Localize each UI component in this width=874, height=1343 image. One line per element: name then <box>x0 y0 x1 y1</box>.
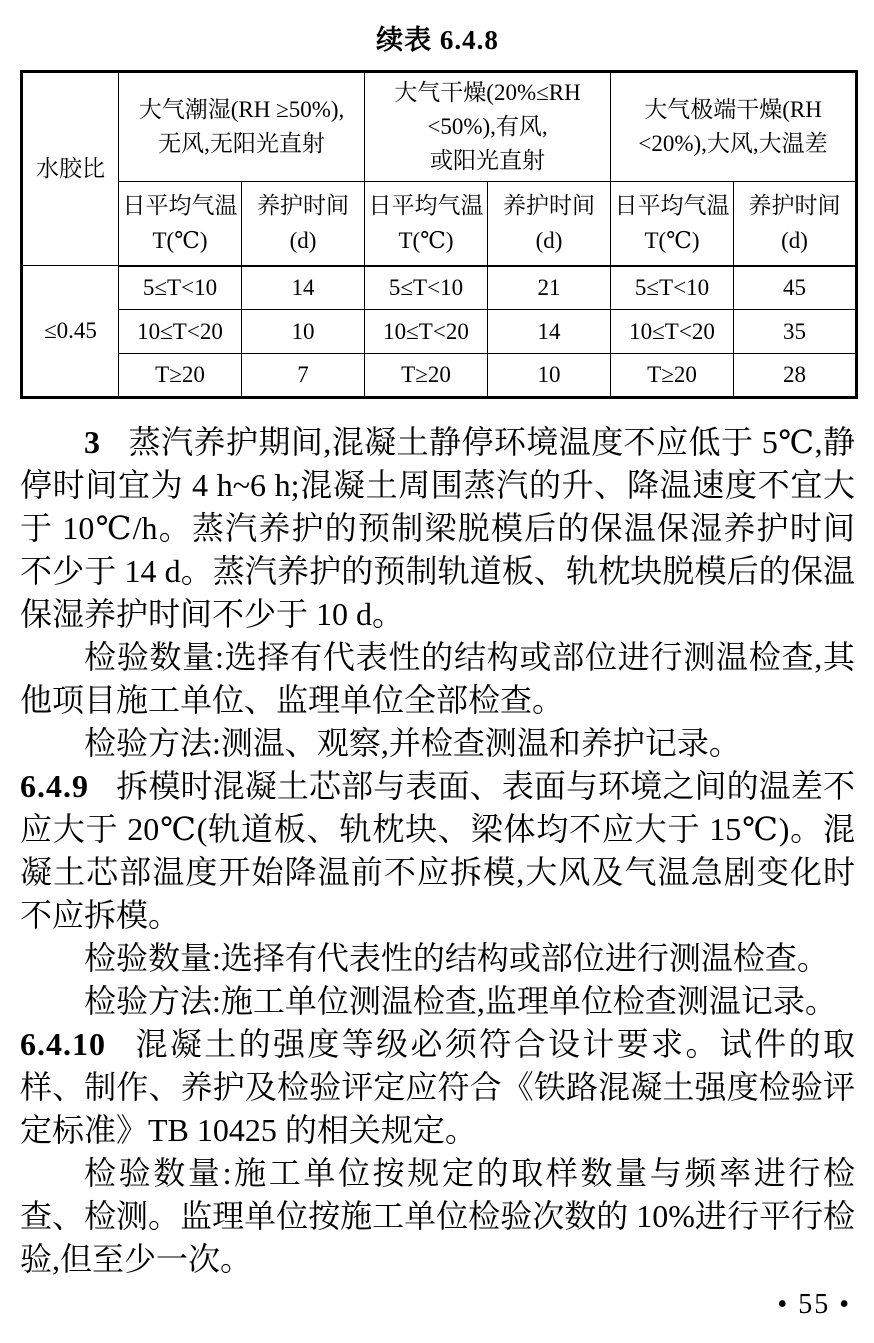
header-daily-avg-temp-1 <box>119 182 242 266</box>
subheader-line: 日平均气温 <box>368 193 484 219</box>
table-cell: T≥20 <box>365 354 488 398</box>
clause-6-4-9-text: 拆模时混凝土芯部与表面、表面与环境之间的温差不应大于 20℃(轨道板、轨枕块、梁体均不应大于 15℃)。混凝土芯部温度开始降温前不应拆模,大风及气温急剧变化时不应拆模。 <box>20 768 855 933</box>
subheader-line: 日平均气温 <box>614 193 730 219</box>
paragraph-text: 检验数量:施工单位按规定的取样数量与频率进行检查、检测。监理单位按施工单位检验次数的 10%进行平行检验,但至少一次。 <box>20 1155 855 1277</box>
condition-line: 大气极端干燥(RH <box>644 97 822 122</box>
inspection-quantity-paragraph-2 <box>20 937 855 980</box>
table-cell: 10 <box>242 310 365 354</box>
table-cell: T≥20 <box>119 354 242 398</box>
table-cell: 10≤T<20 <box>365 310 488 354</box>
clause-6-4-10-paragraph <box>20 1023 855 1152</box>
table-cell: 14 <box>242 266 365 310</box>
clause-6-4-10-text: 混凝土的强度等级必须符合设计要求。试件的取样、制作、养护及检验评定应符合《铁路混凝土强度检验评定标准》TB 10425 的相关规定。 <box>20 1026 855 1148</box>
header-daily-avg-temp-2 <box>365 182 488 266</box>
inspection-method-paragraph-2 <box>20 980 855 1023</box>
clause-6-4-10-number: 6.4.10 <box>20 1026 106 1062</box>
cell-water-binder-value: ≤0.45 <box>22 266 119 398</box>
table-cell: 5≤T<10 <box>119 266 242 310</box>
table-cell: 10≤T<20 <box>119 310 242 354</box>
subheader-line: (d) <box>535 228 563 254</box>
inspection-quantity-paragraph-3 <box>20 1152 855 1281</box>
table-cell: 28 <box>734 354 857 398</box>
subheader-line: 养护时间 <box>748 193 841 219</box>
subheader-line: 日平均气温 <box>122 193 238 219</box>
header-curing-time-2 <box>488 182 611 266</box>
table-cell: T≥20 <box>611 354 734 398</box>
paragraph-text: 检验数量:选择有代表性的结构或部位进行测温检查,其他项目施工单位、监理单位全部检查。 <box>20 639 855 718</box>
subheader-line: 养护时间 <box>257 193 349 219</box>
paragraph-text: 检验数量:选择有代表性的结构或部位进行测温检查。 <box>84 940 829 976</box>
table-cell: 10 <box>488 354 611 398</box>
header-water-binder-ratio: 水胶比 <box>22 72 119 266</box>
table-cell: 21 <box>488 266 611 310</box>
header-curing-time-3 <box>734 182 857 266</box>
subheader-line: 养护时间 <box>503 193 595 219</box>
header-curing-time-1 <box>242 182 365 266</box>
table-header-row-conditions <box>22 72 857 182</box>
curing-time-table <box>20 70 858 399</box>
clause-6-4-9-number: 6.4.9 <box>20 768 89 804</box>
condition-line: <50%),有风, <box>427 114 548 139</box>
clause-3-text: 蒸汽养护期间,混凝土静停环境温度不应低于 5℃,静停时间宜为 4 h~6 h;混凝土周围蒸汽的升、降温速度不宜大于 10℃/h。蒸汽养护的预制梁脱模后的保温保湿养护时间不少于 14 d。蒸汽养护的预制轨道板、轨枕块脱模后的保温保湿养护时间不少于 10 d。 <box>20 424 855 632</box>
header-daily-avg-temp-3 <box>611 182 734 266</box>
subheader-line: T(℃) <box>398 228 454 254</box>
table-cell: 5≤T<10 <box>611 266 734 310</box>
table-cell: 45 <box>734 266 857 310</box>
table-row <box>22 354 857 398</box>
table-title: 续表 6.4.8 <box>376 25 499 55</box>
condition-line: 无风,无阳光直射 <box>158 131 325 156</box>
condition-line: 大气潮湿(RH ≥50%), <box>138 97 345 122</box>
subheader-line: (d) <box>289 228 317 254</box>
subheader-line: T(℃) <box>644 228 700 254</box>
clause-6-4-9-paragraph <box>20 765 855 937</box>
inspection-method-paragraph-1 <box>20 722 855 765</box>
table-cell: 14 <box>488 310 611 354</box>
paragraph-text: 检验方法:施工单位测温检查,监理单位检查测温记录。 <box>84 983 837 1019</box>
table-row <box>22 266 857 310</box>
table-row <box>22 310 857 354</box>
clause-3-number: 3 <box>84 424 101 460</box>
paragraph-text: 检验方法:测温、观察,并检查测温和养护记录。 <box>84 725 741 761</box>
page-number: • 55 • <box>777 1289 851 1320</box>
condition-line: <20%),大风,大温差 <box>638 131 828 156</box>
table-cell: 35 <box>734 310 857 354</box>
table-header-row-subheaders <box>22 182 857 266</box>
subheader-line: (d) <box>781 228 808 254</box>
header-condition-extreme-dry <box>611 72 857 182</box>
condition-line: 大气干燥(20%≤RH <box>394 80 581 105</box>
body-text <box>20 421 855 1281</box>
table-cell: 10≤T<20 <box>611 310 734 354</box>
header-condition-humid <box>119 72 365 182</box>
clause-3-paragraph <box>20 421 855 636</box>
inspection-quantity-paragraph-1 <box>20 636 855 722</box>
table-cell: 5≤T<10 <box>365 266 488 310</box>
table-cell: 7 <box>242 354 365 398</box>
condition-line: 或阳光直射 <box>430 148 545 173</box>
header-condition-dry <box>365 72 611 182</box>
subheader-line: T(℃) <box>152 228 208 254</box>
